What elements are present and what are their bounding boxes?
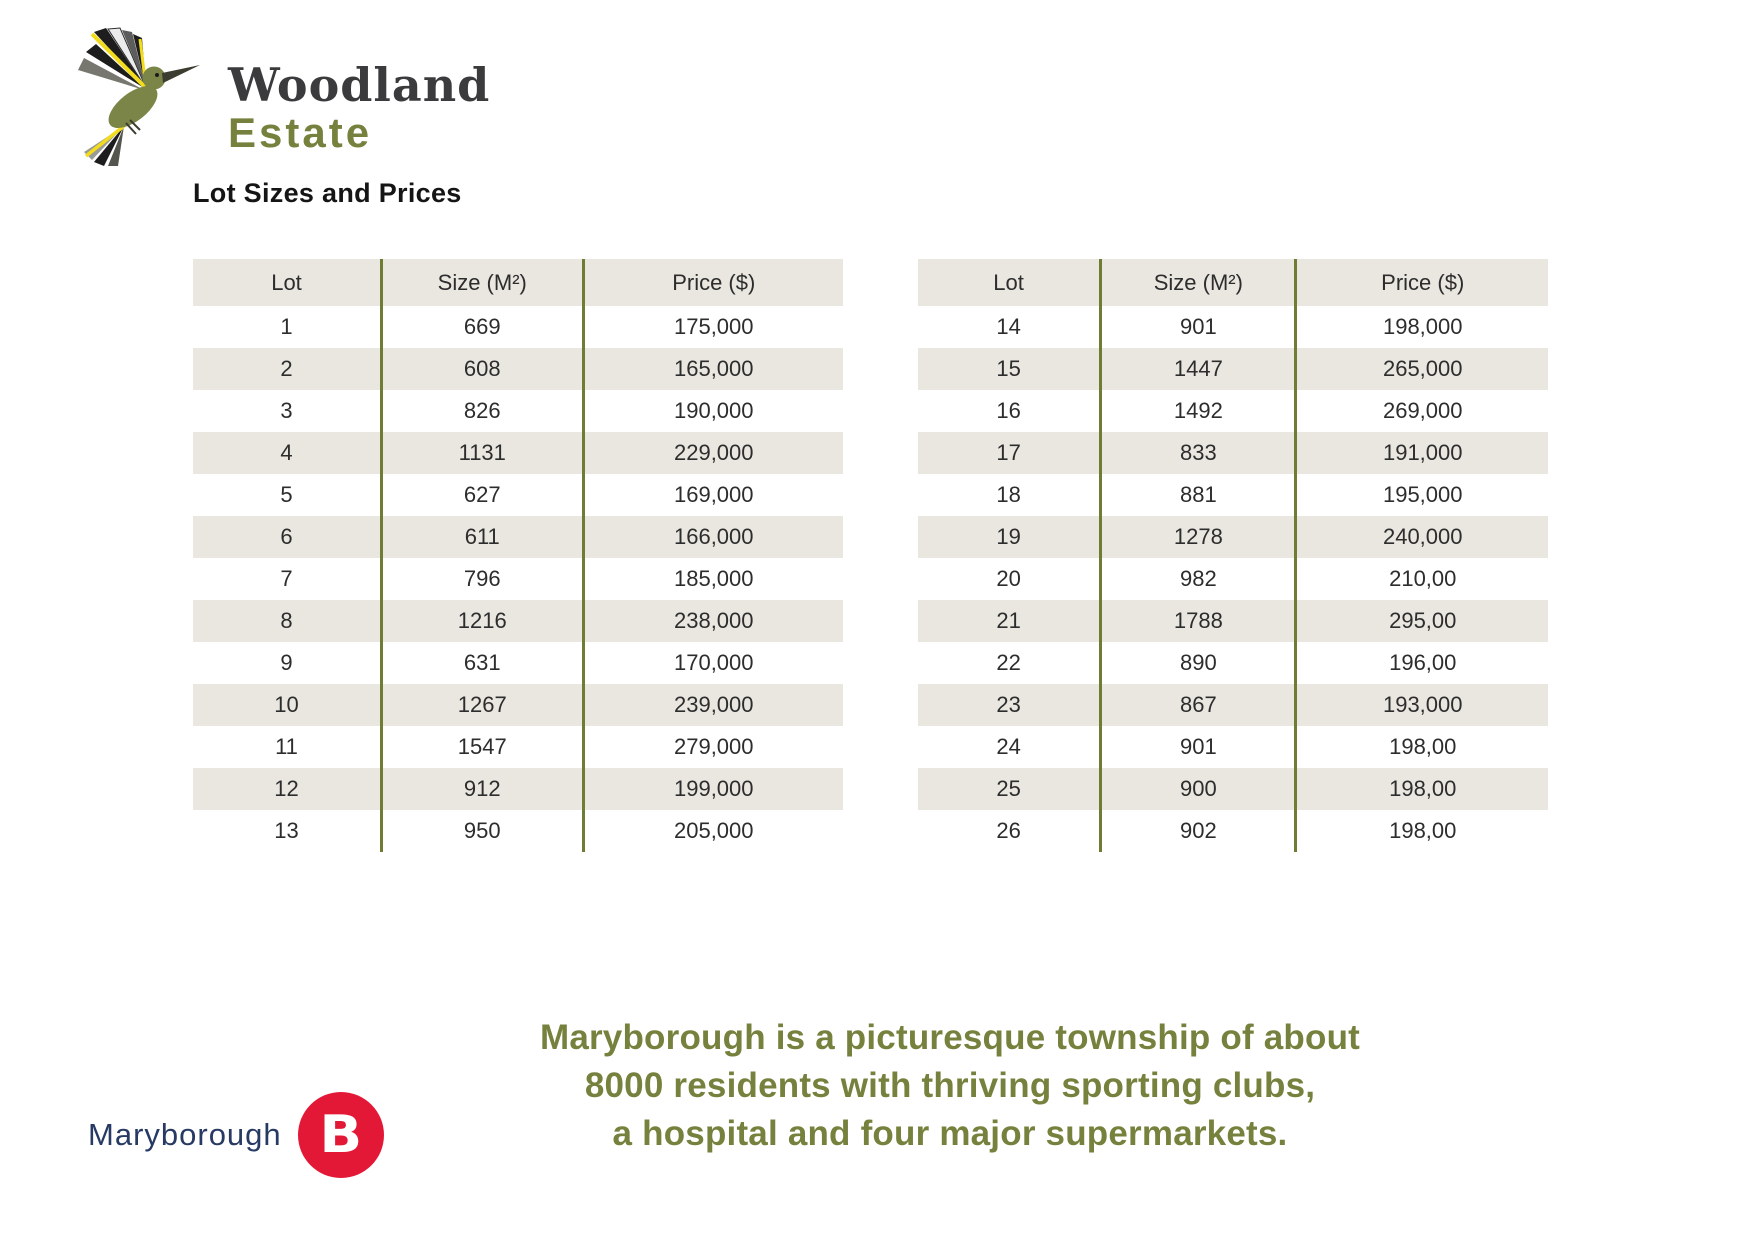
lot-cell: 6 (193, 516, 382, 558)
column-header-lot: Lot (193, 259, 382, 306)
red-b-badge-icon (298, 1092, 384, 1178)
lot-cell: 5 (193, 474, 382, 516)
table-row (193, 810, 843, 852)
price-cell: 229,000 (583, 432, 843, 474)
lot-cell: 23 (918, 684, 1101, 726)
table-header-row (918, 259, 1548, 306)
lot-cell: 24 (918, 726, 1101, 768)
price-cell: 169,000 (583, 474, 843, 516)
price-cell: 198,00 (1296, 768, 1548, 810)
lot-cell: 2 (193, 348, 382, 390)
table-row (193, 348, 843, 390)
tagline-line: 8000 residents with thriving sporting clubs, (584, 1066, 1316, 1105)
lot-cell: 14 (918, 306, 1101, 348)
lot-cell: 13 (193, 810, 382, 852)
lot-cell: 21 (918, 600, 1101, 642)
size-cell: 1492 (1101, 390, 1296, 432)
table-row (918, 432, 1548, 474)
price-cell: 295,00 (1296, 600, 1548, 642)
table-row (193, 642, 843, 684)
size-cell: 901 (1101, 726, 1296, 768)
price-cell: 185,000 (583, 558, 843, 600)
price-cell: 191,000 (1296, 432, 1548, 474)
lot-cell: 7 (193, 558, 382, 600)
table-row (193, 306, 843, 348)
table-row (918, 558, 1548, 600)
price-cell: 193,000 (1296, 684, 1548, 726)
table-row (193, 684, 843, 726)
tagline-line: a hospital and four major supermarkets. (612, 1114, 1288, 1153)
column-header-size: Size (M²) (1101, 259, 1296, 306)
size-cell: 627 (382, 474, 584, 516)
table-row (918, 726, 1548, 768)
maryborough-logo (88, 1092, 384, 1178)
brand-name-woodland: Woodland (228, 58, 491, 112)
table-row (193, 600, 843, 642)
brand-wordmark (228, 58, 491, 156)
price-cell: 205,000 (583, 810, 843, 852)
price-cell: 279,000 (583, 726, 843, 768)
size-cell: 1788 (1101, 600, 1296, 642)
lot-cell: 10 (193, 684, 382, 726)
table-row (193, 726, 843, 768)
table-row (918, 348, 1548, 390)
price-cell: 210,00 (1296, 558, 1548, 600)
price-cell: 198,000 (1296, 306, 1548, 348)
township-tagline (460, 1014, 1440, 1158)
lot-cell: 20 (918, 558, 1101, 600)
size-cell: 826 (382, 390, 584, 432)
table-row (193, 516, 843, 558)
size-cell: 890 (1101, 642, 1296, 684)
table-row (193, 474, 843, 516)
table-row (918, 810, 1548, 852)
lot-cell: 4 (193, 432, 382, 474)
size-cell: 608 (382, 348, 584, 390)
size-cell: 1547 (382, 726, 584, 768)
price-cell: 175,000 (583, 306, 843, 348)
lot-prices-table-right (918, 259, 1548, 852)
lot-cell: 17 (918, 432, 1101, 474)
table-row (918, 642, 1548, 684)
table-row (193, 432, 843, 474)
lot-cell: 16 (918, 390, 1101, 432)
lot-cell: 9 (193, 642, 382, 684)
table-row (918, 474, 1548, 516)
lot-cell: 12 (193, 768, 382, 810)
table-row (918, 390, 1548, 432)
table-row (918, 600, 1548, 642)
column-header-size: Size (M²) (382, 259, 584, 306)
size-cell: 1131 (382, 432, 584, 474)
size-cell: 1447 (1101, 348, 1296, 390)
lot-cell: 19 (918, 516, 1101, 558)
price-cell: 165,000 (583, 348, 843, 390)
table-row (193, 768, 843, 810)
lot-cell: 11 (193, 726, 382, 768)
price-cell: 196,00 (1296, 642, 1548, 684)
size-cell: 901 (1101, 306, 1296, 348)
price-cell: 170,000 (583, 642, 843, 684)
size-cell: 982 (1101, 558, 1296, 600)
brand-name-estate: Estate (228, 109, 373, 156)
price-cell: 166,000 (583, 516, 843, 558)
price-cell: 195,000 (1296, 474, 1548, 516)
size-cell: 881 (1101, 474, 1296, 516)
price-cell: 265,000 (1296, 348, 1548, 390)
size-cell: 796 (382, 558, 584, 600)
size-cell: 950 (382, 810, 584, 852)
table-row (918, 768, 1548, 810)
table-row (918, 306, 1548, 348)
table-row (193, 390, 843, 432)
lot-cell: 3 (193, 390, 382, 432)
maryborough-label: Maryborough (88, 1117, 282, 1152)
size-cell: 833 (1101, 432, 1296, 474)
table-header-row (193, 259, 843, 306)
price-cell: 269,000 (1296, 390, 1548, 432)
size-cell: 900 (1101, 768, 1296, 810)
table-row (193, 558, 843, 600)
price-cell: 198,00 (1296, 810, 1548, 852)
column-header-price: Price ($) (583, 259, 843, 306)
size-cell: 1216 (382, 600, 584, 642)
table-row (918, 516, 1548, 558)
size-cell: 1267 (382, 684, 584, 726)
size-cell: 669 (382, 306, 584, 348)
page-title: Lot Sizes and Prices (193, 178, 462, 208)
size-cell: 902 (1101, 810, 1296, 852)
column-header-lot: Lot (918, 259, 1101, 306)
hummingbird-logo-icon (70, 24, 210, 174)
price-cell: 238,000 (583, 600, 843, 642)
lot-prices-table-left (193, 259, 843, 852)
size-cell: 1278 (1101, 516, 1296, 558)
size-cell: 867 (1101, 684, 1296, 726)
size-cell: 912 (382, 768, 584, 810)
lot-cell: 15 (918, 348, 1101, 390)
lot-cell: 26 (918, 810, 1101, 852)
brand-header (70, 24, 490, 174)
table-row (918, 684, 1548, 726)
badge-letter: B (319, 1105, 363, 1165)
price-cell: 198,00 (1296, 726, 1548, 768)
lot-cell: 18 (918, 474, 1101, 516)
size-cell: 611 (382, 516, 584, 558)
tagline-line: Maryborough is a picturesque township of about (539, 1018, 1361, 1057)
lot-cell: 25 (918, 768, 1101, 810)
lot-cell: 1 (193, 306, 382, 348)
lot-cell: 22 (918, 642, 1101, 684)
price-cell: 240,000 (1296, 516, 1548, 558)
price-cell: 190,000 (583, 390, 843, 432)
column-header-price: Price ($) (1296, 259, 1548, 306)
price-cell: 239,000 (583, 684, 843, 726)
price-cell: 199,000 (583, 768, 843, 810)
lot-cell: 8 (193, 600, 382, 642)
size-cell: 631 (382, 642, 584, 684)
